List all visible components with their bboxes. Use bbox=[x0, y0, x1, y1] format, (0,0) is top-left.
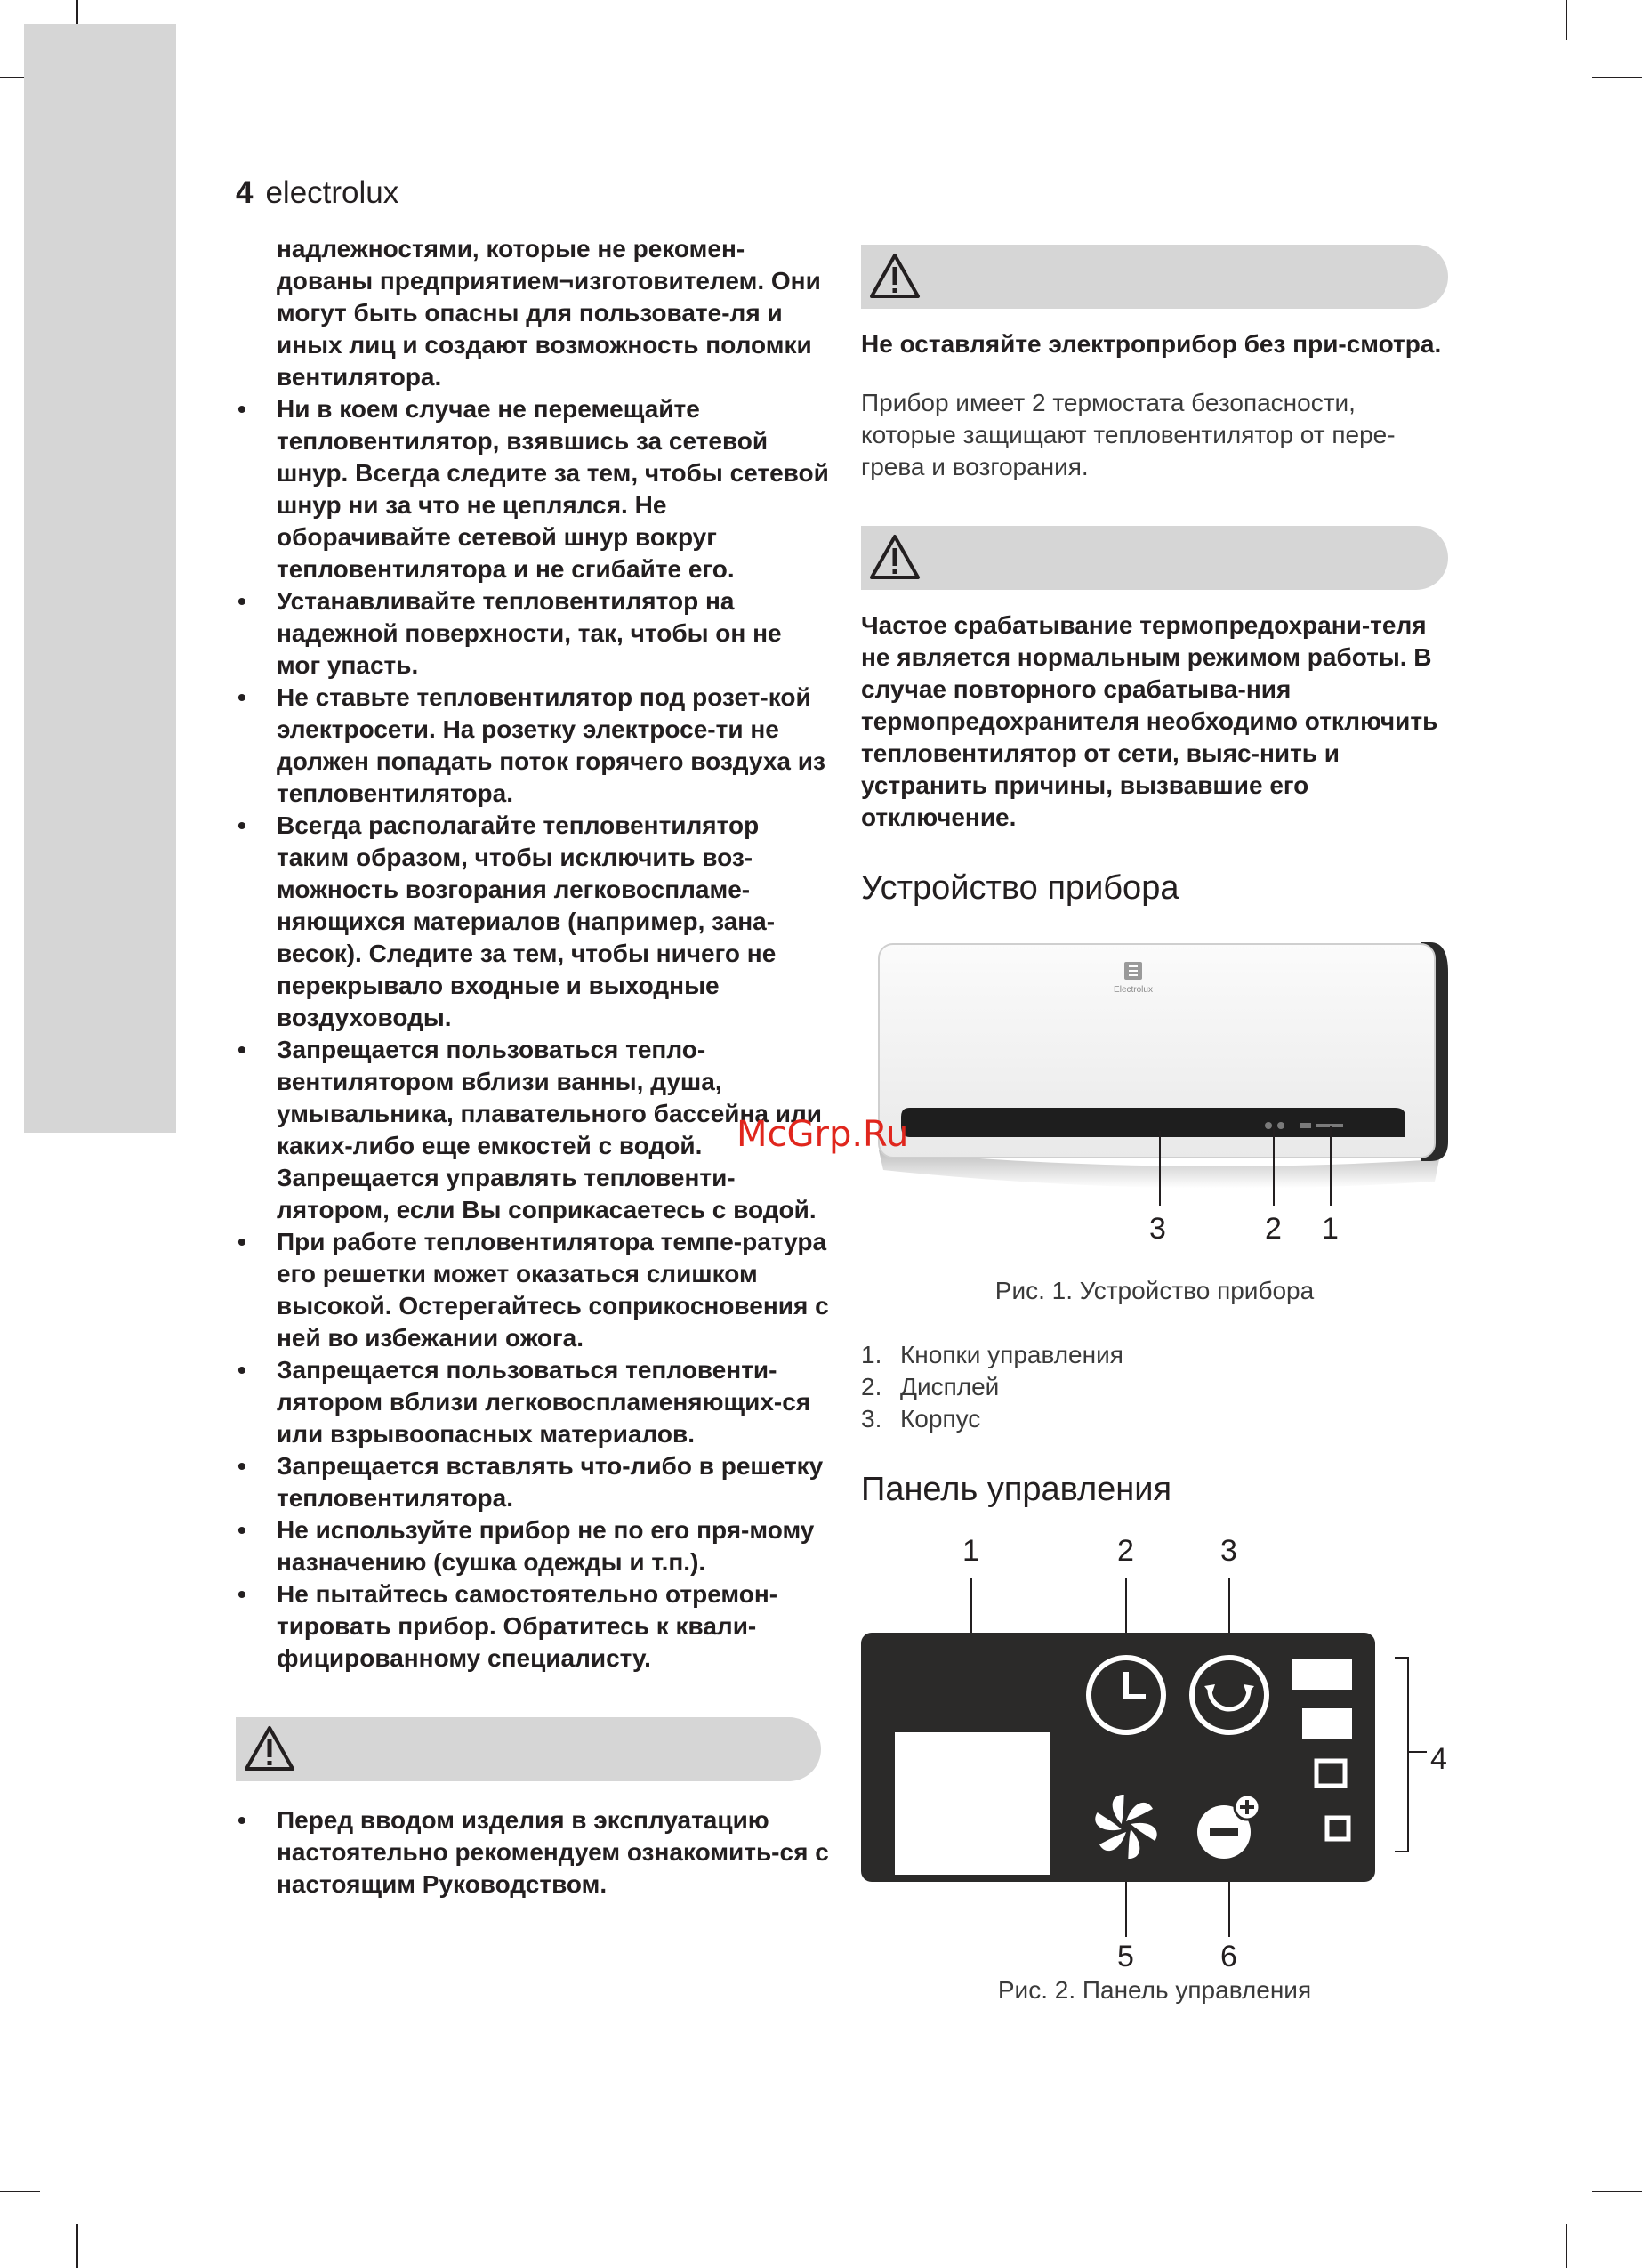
safety-bullet-list bbox=[236, 393, 832, 1675]
device-figure bbox=[861, 937, 1448, 1275]
panel-diagram bbox=[861, 1533, 1448, 1996]
callout-label: 5 bbox=[1117, 1940, 1134, 1973]
electrolux-logo-icon bbox=[1124, 962, 1142, 980]
list-item: • Перед вводом изделия в эксплуатацию настоятельно рекомендуем ознакомить-ся с настоящим Руководством. bbox=[236, 1804, 832, 1901]
list-item: • Всегда располагайте тепловентилятор таким образом, чтобы исключить воз-можность возгорания легковоспламе-няющихся материалов (например, зана-весок). Следите за тем, чтобы ничего не перекрывало входные и выходные воздуховоды. bbox=[236, 810, 832, 1034]
control-panel-figure bbox=[861, 1533, 1448, 1996]
crop-mark bbox=[76, 2224, 78, 2268]
callout-label: 1 bbox=[962, 1534, 979, 1568]
section-heading-device: Устройство прибора bbox=[861, 869, 1179, 907]
crop-mark bbox=[1566, 0, 1567, 40]
crop-mark bbox=[1592, 77, 1642, 78]
warning-text: Не оставляйте электроприбор без при-смотра. bbox=[861, 330, 1442, 358]
list-item bbox=[861, 1371, 1448, 1403]
indicator-light bbox=[1302, 1708, 1352, 1739]
callout-label: 1 bbox=[1322, 1212, 1339, 1246]
crop-mark bbox=[1592, 2191, 1642, 2192]
warning-bar bbox=[861, 245, 1448, 309]
list-label: Кнопки управления bbox=[900, 1341, 1123, 1368]
warning-bar bbox=[236, 1717, 821, 1781]
list-item: • Устанавливайте тепловентилятор на надежной поверхности, так, чтобы он не мог упасть. bbox=[236, 585, 832, 682]
list-label: Корпус bbox=[900, 1405, 981, 1433]
list-number: 1. bbox=[861, 1341, 882, 1368]
list-number: 3. bbox=[861, 1405, 882, 1433]
callout-label: 4 bbox=[1430, 1742, 1447, 1776]
figure-caption: Рис. 2. Панель управления bbox=[997, 1976, 1312, 2004]
list-item: • Не ставьте тепловентилятор под розет-кой электросети. На розетку электросе-ти не должен попадать поток горячего воздуха из тепловентилятора. bbox=[236, 682, 832, 810]
paragraph: Прибор имеет 2 термостата безопасности, которые защищают тепловентилятор от пере-грева и возгорания. bbox=[861, 389, 1396, 480]
brand-name: electrolux bbox=[265, 175, 399, 210]
section-heading-panel: Панель управления bbox=[861, 1471, 1172, 1508]
callout-label: 6 bbox=[1220, 1940, 1237, 1973]
warning-triangle-icon bbox=[868, 533, 922, 581]
intro-continuation: надлежностями, которые не рекомен-дованы предприятием¬изготовителем. Они могут быть опасны для пользовате-ля и иных лиц и создают возможность поломки вентилятора. bbox=[277, 235, 821, 391]
list-item: • Не пытайтесь самостоятельно отремон-тировать прибор. Обратитесь к квали-фицированному специалисту. bbox=[236, 1578, 832, 1675]
callout-label: 3 bbox=[1220, 1534, 1237, 1568]
list-label: Дисплей bbox=[900, 1373, 1000, 1400]
list-item: • Запрещается вставлять что-либо в решетку тепловентилятора. bbox=[236, 1450, 832, 1514]
crop-mark bbox=[0, 2191, 40, 2192]
left-column bbox=[236, 233, 832, 1901]
side-tab bbox=[24, 24, 176, 1133]
list-item: • Запрещается пользоваться тепловенти-лятором вблизи легковоспламеняющих-ся или взрывоопасных материалов. bbox=[236, 1354, 832, 1450]
watermark: McGrp.Ru bbox=[736, 1114, 909, 1155]
page-header bbox=[236, 171, 398, 215]
parts-list bbox=[861, 1339, 1448, 1435]
callout-label: 2 bbox=[1265, 1212, 1282, 1246]
list-item: • Запрещается пользоваться тепло-вентилятором вблизи ванны, душа, умывальника, плавательного бассейна или каких-либо еще емкостей с водой. Запрещается управлять тепловенти-лятором, если Вы соприкасаетесь с водой. bbox=[236, 1034, 832, 1226]
display-screen bbox=[895, 1732, 1050, 1875]
list-item: • При работе тепловентилятора темпе-ратура его решетки может оказаться слишком высокой. Остерегайтесь соприкосновения с ней во избежании ожога. bbox=[236, 1226, 832, 1354]
crop-mark bbox=[1566, 2224, 1567, 2268]
device-logo-text: Electrolux bbox=[1114, 985, 1153, 995]
callout-label: 3 bbox=[1149, 1212, 1166, 1246]
list-item: • Ни в коем случае не перемещайте тепловентилятор, взявшись за сетевой шнур. Всегда следите за тем, чтобы сетевой шнур ни за что не цеплялся. Не оборачивайте сетевой шнур вокруг тепловентилятора и не сгибайте его. bbox=[236, 393, 832, 585]
list-item: • Не используйте прибор не по его пря-мому назначению (сушка одежды и т.п.). bbox=[236, 1514, 832, 1578]
list-item bbox=[861, 1403, 1448, 1435]
figure-caption: Рис. 1. Устройство прибора bbox=[994, 1277, 1315, 1304]
indicator-light bbox=[1292, 1659, 1352, 1690]
warning-bullet-list bbox=[236, 1804, 832, 1901]
right-column bbox=[861, 245, 1448, 2006]
callout-label: 2 bbox=[1117, 1534, 1134, 1568]
list-number: 2. bbox=[861, 1373, 882, 1400]
warning-triangle-icon bbox=[243, 1724, 296, 1772]
warning-triangle-icon bbox=[868, 252, 922, 300]
page-number: 4 bbox=[236, 175, 254, 210]
warning-bar bbox=[861, 526, 1448, 590]
list-item bbox=[861, 1339, 1448, 1371]
warning-text: Частое срабатывание термопредохрани-теля не является нормальным режимом работы. В случае повторного срабатыва-ния термопредохранителя необходимо отключить тепловентилятор от сети, выяс-нить и устранить причины, вызвавшие его отключение. bbox=[861, 611, 1438, 831]
